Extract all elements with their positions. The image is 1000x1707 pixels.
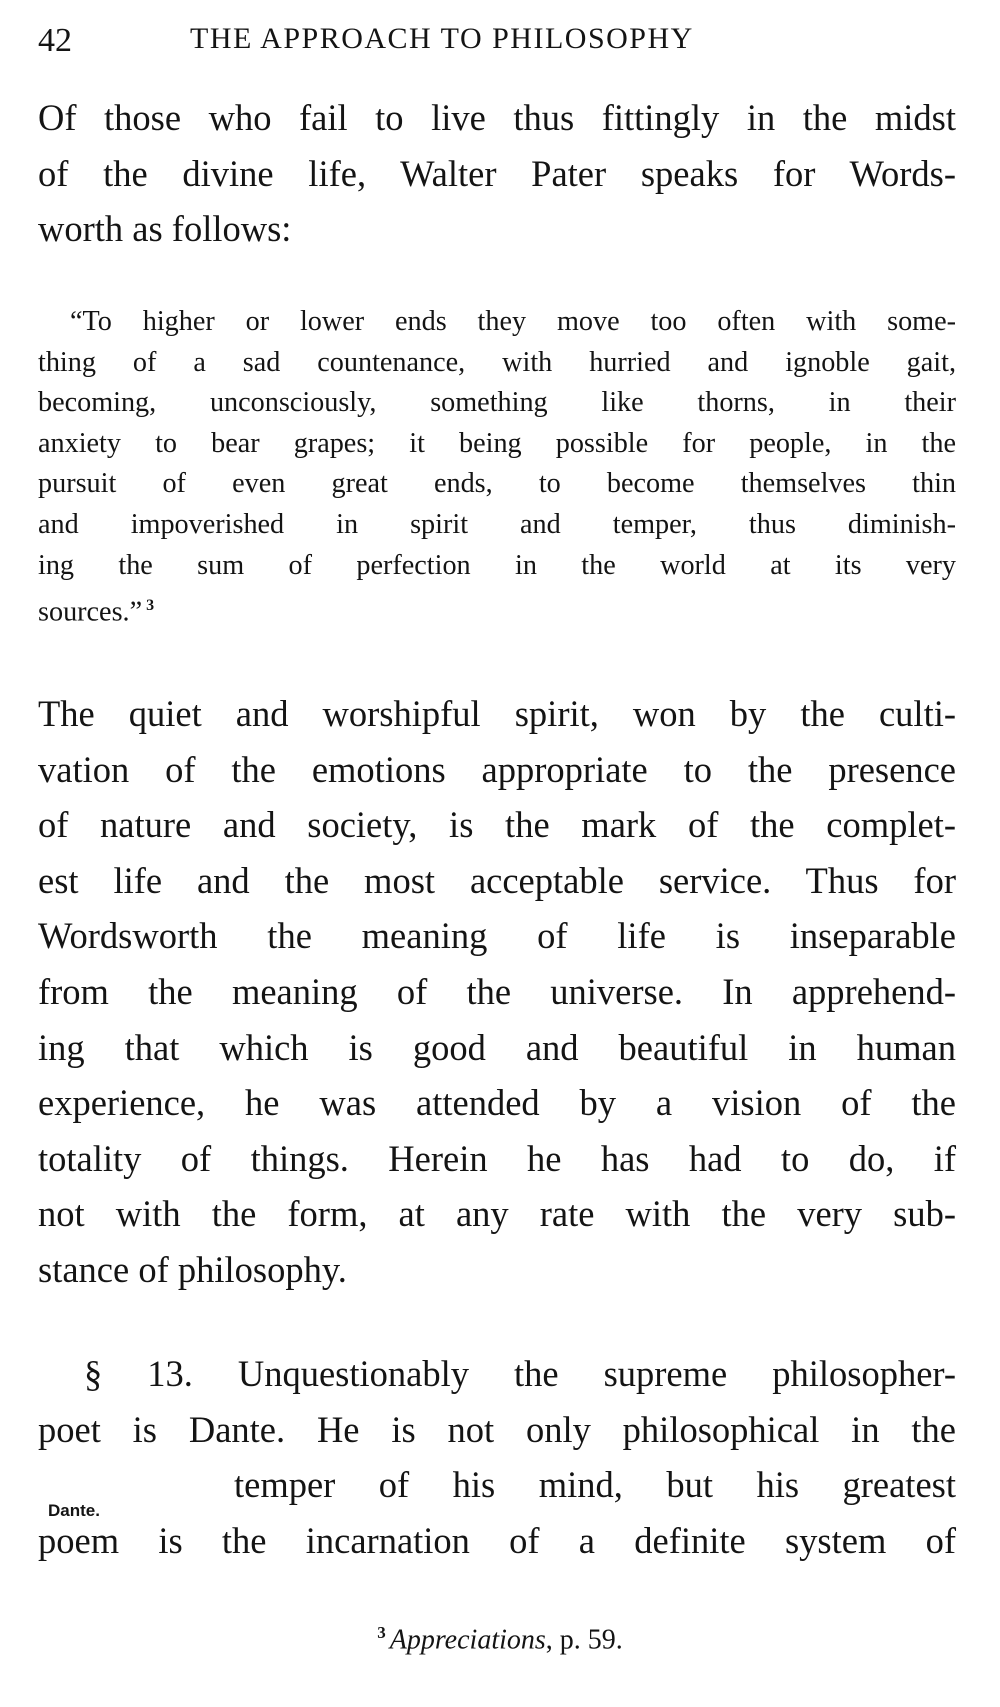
text-line: poem is the incarnation of a definite system of [38,1519,956,1561]
footnote [0,1623,1000,1656]
text-line: vation of the emotions appropriate to the presence [38,748,956,790]
text-line: Of those who fail to live thus fittingly in the midst [38,97,956,138]
footnote-mark: 3 [377,1623,386,1642]
text-line: of the divine life, Walter Pater speaks for Words- [38,152,956,194]
paragraph-wordsworth [38,686,956,1298]
text-line: The quiet and worshipful spirit, won by the culti- [38,693,956,734]
text-line: est life and the most acceptable service. Thus for [38,859,956,901]
page-header [38,16,958,66]
footnote-reference: 3 [146,597,155,615]
text-line: not with the form, at any rate with the very sub- [38,1193,956,1235]
quote-line: becoming, unconsciously, something like thorns, in their [38,387,956,419]
text-line: § 13. Unquestionably the supreme philosopher- [84,1353,956,1394]
text-line: of nature and society, is the mark of the complet- [38,804,956,846]
quote-line: “To higher or lower ends they move too often with some- [70,306,956,337]
block-quote [38,302,956,633]
text-line: totality of things. Herein he has had to do, if [38,1137,956,1179]
footnote-title: Appreciations [389,1624,546,1656]
paragraph-dante [38,1346,956,1568]
text-line: temper of his mind, but his greatest [234,1464,956,1506]
quote-line: anxiety to bear grapes; it being possible for people, in the [38,427,956,459]
quote-line-last [38,586,956,633]
text-line: worth as follows: [38,208,292,250]
quote-line: ing the sum of perfection in the world at its very [38,549,956,581]
quote-line: and impoverished in spirit and temper, thus diminish- [38,508,956,540]
quote-line-text: sources.” [38,596,143,628]
text-line: Wordsworth the meaning of life is inseparable [38,915,956,957]
text-line: ing that which is good and beautiful in human [38,1026,956,1068]
page-number: 42 [38,22,72,59]
margin-note: Dante. [48,1501,100,1520]
running-head: THE APPROACH TO PHILOSOPHY [190,22,694,55]
text-line: experience, he was attended by a vision of the [38,1082,956,1124]
footnote-rest: , p. 59. [545,1624,623,1656]
text-line: poet is Dante. He is not only philosophical in the [38,1408,956,1450]
quote-line: pursuit of even great ends, to become themselves thin [38,468,956,500]
text-line: stance of philosophy. [38,1248,347,1290]
text-line: from the meaning of the universe. In apprehend- [38,970,956,1012]
quote-line: thing of a sad countenance, with hurried and ignoble gait, [38,346,956,378]
paragraph-intro [38,90,956,257]
